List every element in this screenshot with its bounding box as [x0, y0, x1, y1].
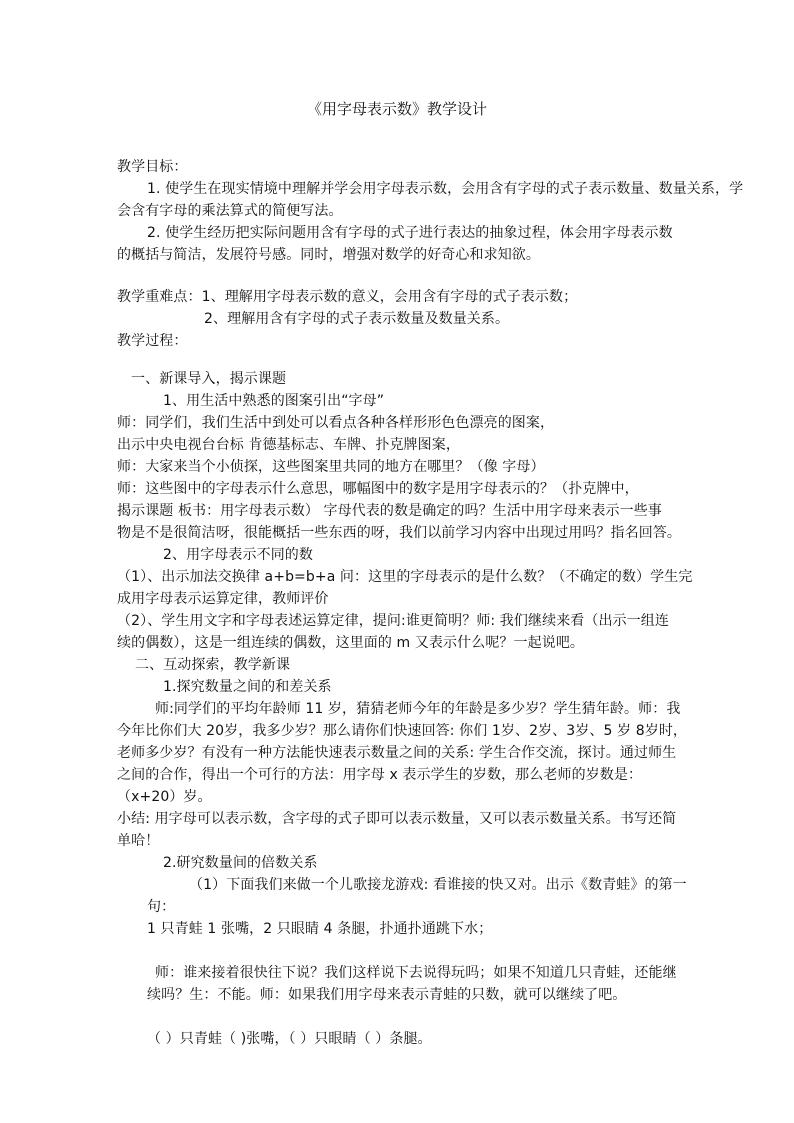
paragraph-line: 揭示课题 板书：用字母表示数） 字母代表的数是确定的吗？生活中用字母来表示一些事	[117, 503, 662, 519]
subsection-2-2: 2.研究数量间的倍数关系	[163, 855, 318, 871]
goal-2-line-a: 2. 使学生经历把实际问题用含有字母的式子进行表达的抽象过程，体会用字母表示数	[147, 225, 673, 241]
paragraph-line: 成用字母表示运算定律，教师评价	[117, 591, 329, 607]
paragraph-line: 句：	[147, 899, 176, 915]
paragraph-line: 续的偶数），这是一组连续的偶数，这里面的 m 又表示什么呢？一起说吧。	[117, 635, 585, 651]
subsection-1-1: 1、用生活中熟悉的图案引出“字母”	[163, 393, 385, 409]
key-point-2: 2、理解用含有字母的式子表示数量及数量关系。	[204, 311, 510, 327]
teaching-process	[117, 368, 693, 1050]
paragraph-line: 之间的合作，得出一个可行的方法：用字母 x 表示学生的岁数，那么老师的岁数是：	[117, 767, 643, 783]
section-1-heading: 一、新课导入，揭示课题	[131, 371, 287, 387]
goal-2-line-b: 的概括与简洁，发展符号感。同时，增强对数学的好奇心和求知欲。	[117, 247, 540, 263]
document-title: 《用字母表示数》教学设计	[306, 100, 487, 118]
process-heading: 教学过程：	[117, 333, 188, 349]
paragraph-line: （2）、学生用文字和字母表述运算定律，提问:谁更简明？师: 我们继续来看（出示一组连	[117, 613, 669, 629]
paragraph-line: 老师多少岁？有没有一种方法能快速表示数量之间的关系: 学生合作交流，探讨。通过师生	[117, 745, 677, 761]
paragraph-line: 师：这些图中的字母表示什么意思，哪幅图中的数字是用字母表示的？（扑克牌中，	[117, 481, 639, 497]
paragraph-line: （1）下面我们来做一个儿歌接龙游戏: 看谁接的快又对。出示《数青蛙》的第一	[189, 877, 687, 893]
section-2-heading: 二、互动探索，教学新课	[135, 657, 291, 673]
paragraph-line: 师：谁来接着很快往下说？我们这样说下去说得玩吗；如果不知道几只青蛙，还能继	[155, 965, 677, 981]
paragraph-line: 今年比你们大 20岁，我多少岁？那么请你们快速回答: 你们 1岁、2岁、3岁、5 岁 8岁时，	[117, 723, 688, 739]
key-difficulties	[117, 286, 677, 352]
subsection-2-1: 1.探究数量之间的和差关系	[163, 679, 332, 695]
paragraph-line: 师:同学们的平均年龄师 11 岁，猜猜老师今年的年龄是多少岁？学生猜年龄。师：我	[155, 701, 681, 717]
subsection-1-2: 2、用字母表示不同的数	[163, 547, 314, 563]
paragraph-line: 续吗？生：不能。师：如果我们用字母来表示青蛙的只数，就可以继续了吧。	[147, 987, 627, 1003]
fill-in-blank-line: （ ）只青蛙（ )张嘴，（ ）只眼睛（ ）条腿。	[147, 1031, 432, 1047]
teaching-goals	[117, 156, 744, 266]
goal-1-line-a: 1. 使学生在现实情境中理解并学会用字母表示数，会用含有字母的式子表示数量、数量关系，学	[147, 181, 744, 197]
goal-1-line-b: 会含有字母的乘法算式的简便写法。	[117, 203, 343, 219]
paragraph-line: 物是不是很简洁呀，很能概括一些东西的呀，我们以前学习内容中出现过用吗？指名回答。	[117, 525, 681, 541]
paragraph-line: （1）、出示加法交换律 a+b=b+a 问：这里的字母表示的是什么数？（不确定的数）学生完	[117, 569, 693, 585]
key-point-1: 教学重难点：1、理解用字母表示数的意义，会用含有字母的式子表示数；	[117, 289, 578, 305]
paragraph-line: （x+20）岁。	[117, 789, 212, 805]
paragraph-line: 出示中央电视台台标 肯德基标志、车牌、扑克牌图案，	[117, 437, 460, 453]
paragraph-line: 师：同学们，我们生活中到处可以看点各种各样形形色色漂亮的图案，	[117, 415, 555, 431]
rhyme-line: 1 只青蛙 1 张嘴，2 只眼睛 4 条腿，扑通扑通跳下水；	[147, 921, 493, 937]
paragraph-line: 师：大家来当个小侦探，这些图案里共同的地方在哪里？（像 字母）	[117, 459, 545, 475]
goals-heading: 教学目标：	[117, 159, 188, 175]
summary-line: 小结: 用字母可以表示数，含字母的式子即可以表示数量，又可以表示数量关系。书写还简	[117, 811, 677, 827]
summary-line: 单哈！	[117, 833, 160, 849]
